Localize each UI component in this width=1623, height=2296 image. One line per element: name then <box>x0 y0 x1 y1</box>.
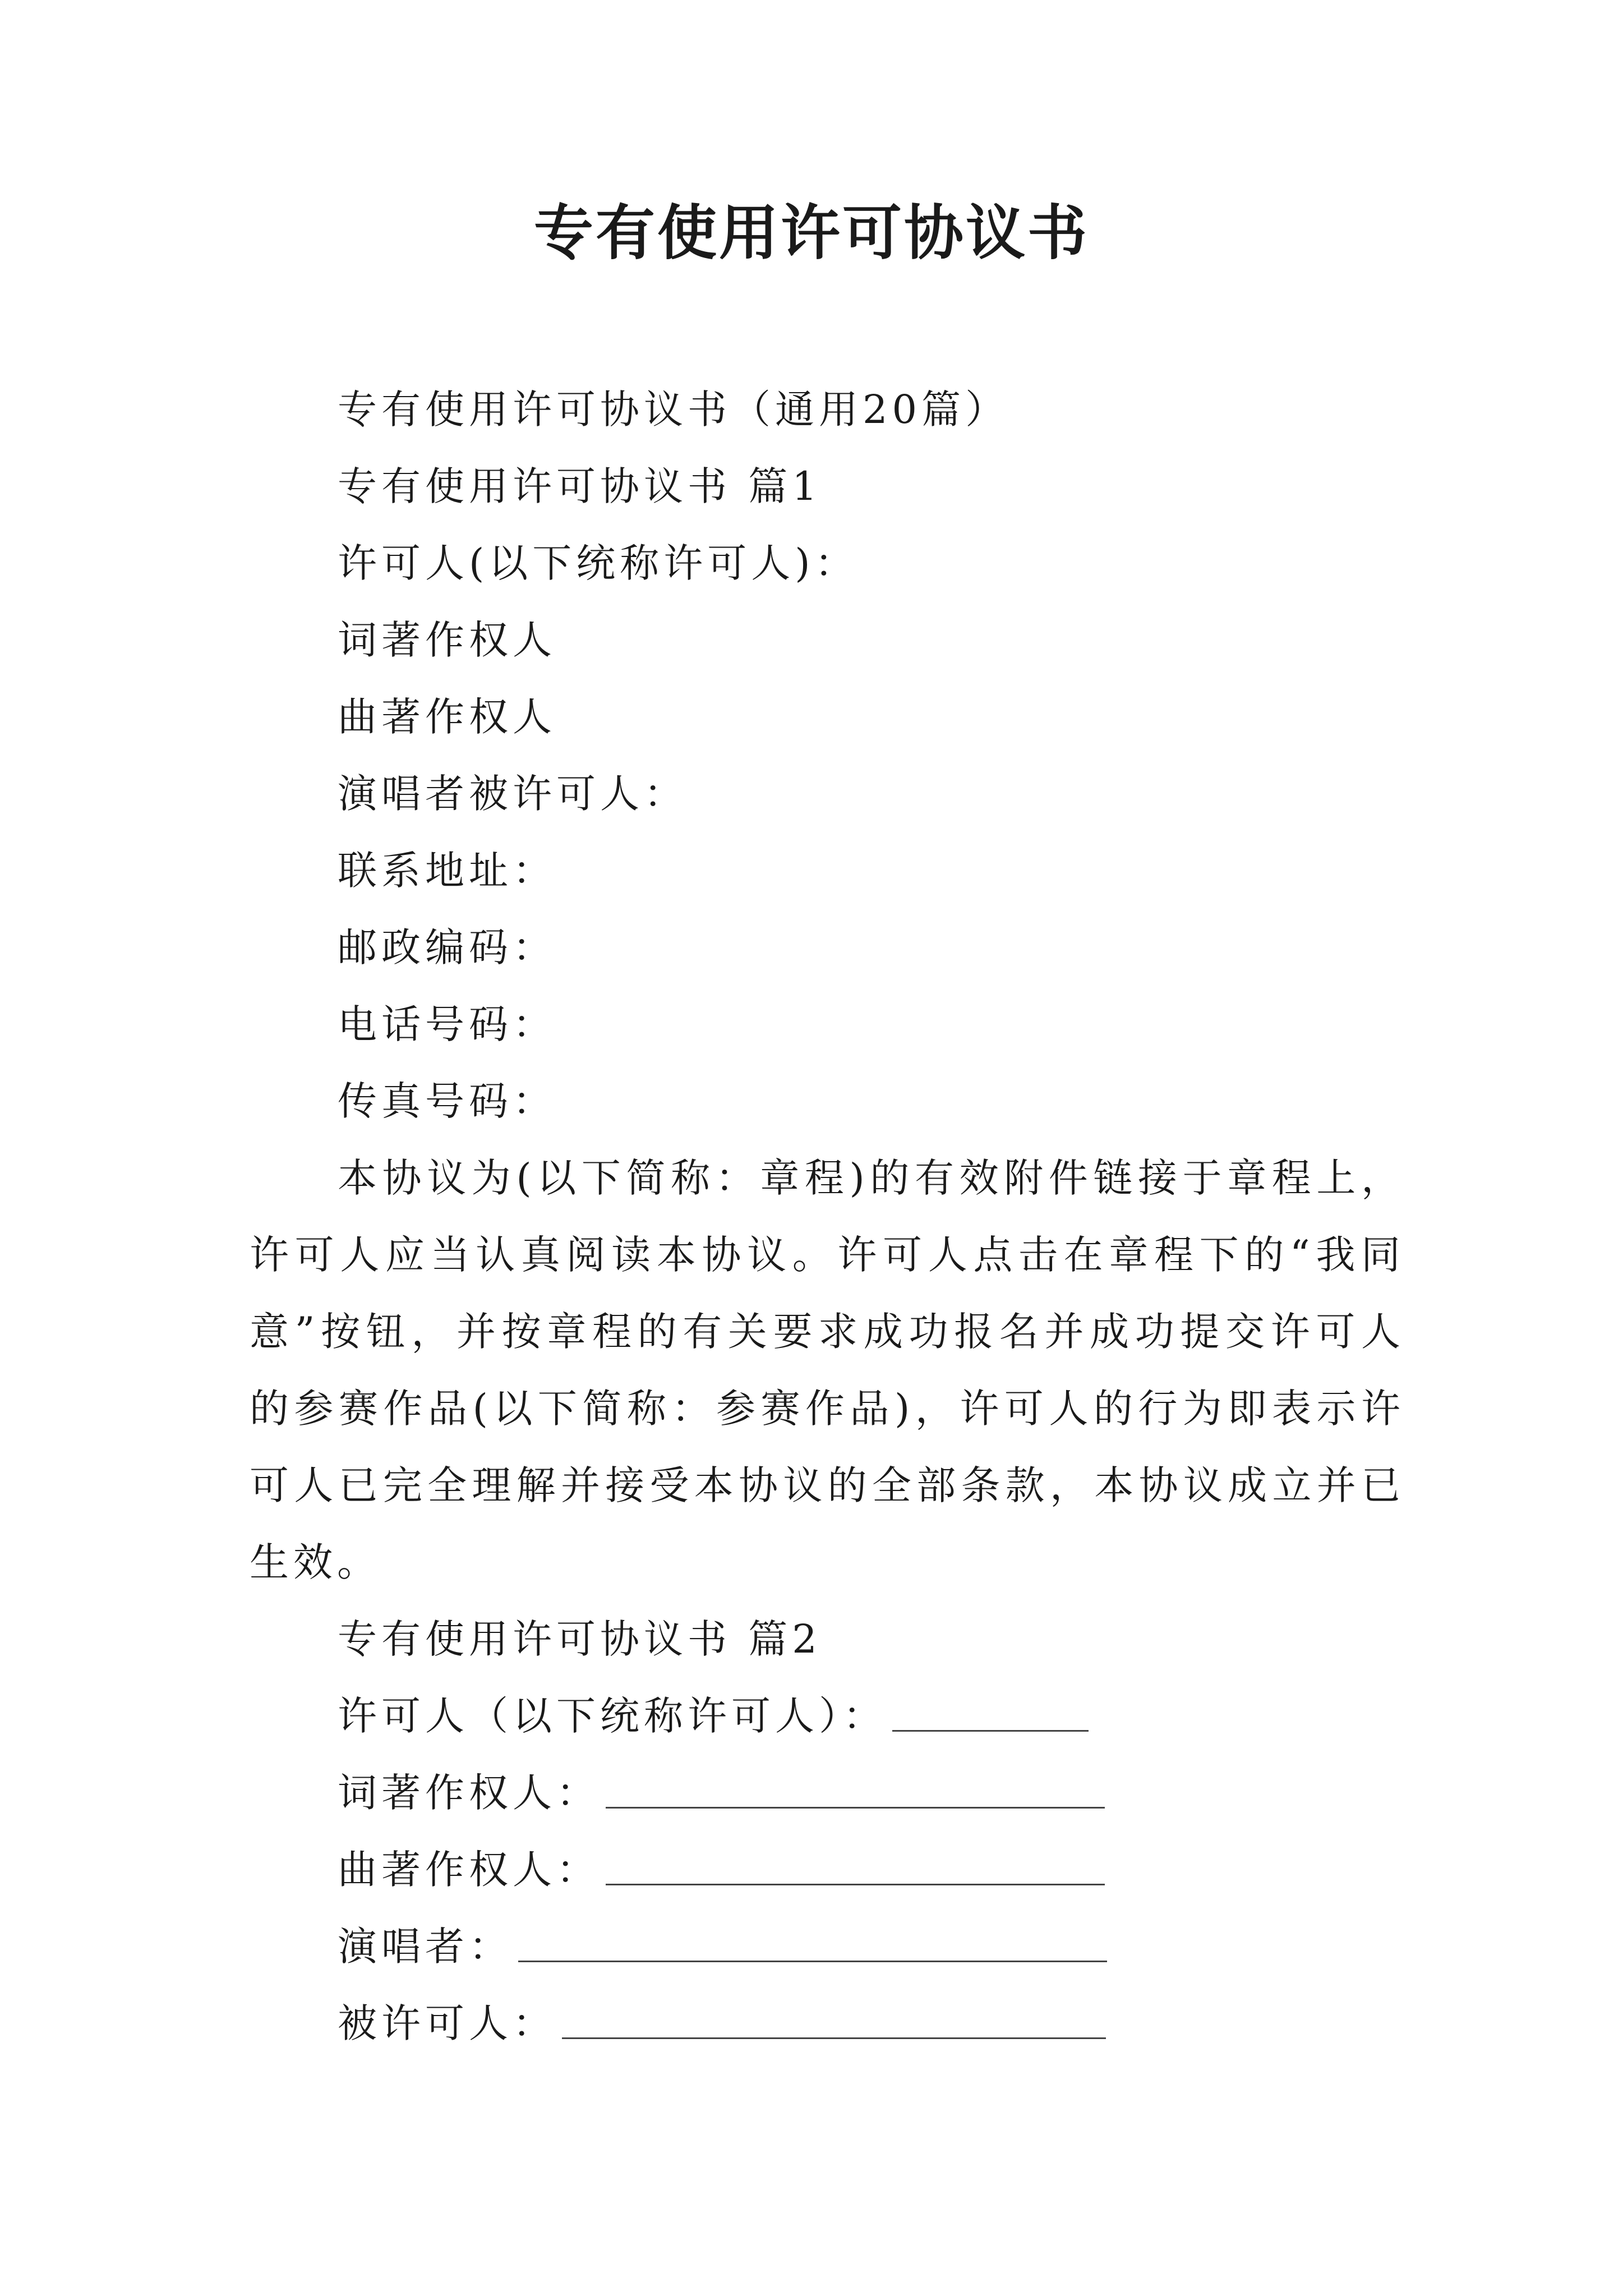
document-title: 专有使用许可协议书 <box>534 197 1089 268</box>
form-field-label: 词著作权人： <box>338 1770 600 1816</box>
document-body <box>250 371 1405 2062</box>
performer-licensee-line: 演唱者被许可人： <box>338 771 688 817</box>
contact-address-line: 联系地址： <box>338 848 556 894</box>
form-field-label: 被许可人： <box>338 2000 556 2046</box>
blank-underline <box>518 1926 1107 1962</box>
blank-underline <box>606 1772 1105 1809</box>
blank-underline <box>606 1849 1105 1885</box>
form-field-lyrics-holder <box>250 1755 1405 1832</box>
phone-number-line: 电话号码： <box>338 1001 556 1047</box>
blank-underline <box>562 2003 1106 2039</box>
section-heading-2: 专有使用许可协议书 篇2 <box>338 1616 822 1662</box>
form-field-performer <box>250 1908 1405 1985</box>
licensor-line: 许可人(以下统称许可人)： <box>338 540 859 586</box>
form-field-label: 曲著作权人： <box>338 1847 600 1893</box>
form-field-label: 演唱者： <box>338 1924 513 1970</box>
form-field-label: 许可人（以下统称许可人）： <box>338 1693 887 1739</box>
form-field-music-holder <box>250 1832 1405 1908</box>
postal-code-line: 邮政编码： <box>338 924 556 970</box>
blank-underline <box>892 1695 1089 1732</box>
form-field-licensee <box>250 1985 1405 2062</box>
fax-number-line: 传真号码： <box>338 1078 556 1124</box>
document-subtitle: 专有使用许可协议书（通用20篇） <box>338 386 1009 432</box>
agreement-paragraph: 本协议为(以下简称：章程)的有效附件链接于章程上，许可人应当认真阅读本协议。许可人点击在章程下的“我同意”按钮，并按章程的有关要求成功报名并成功提交许可人的参赛作品(以下简称：参赛作品)，许可人的行为即表示许可人已完全理解并接受本协议的全部条款，本协议成立并已生效。 <box>250 1155 1405 1585</box>
section-heading-1: 专有使用许可协议书 篇1 <box>338 463 822 509</box>
music-copyright-holder-line: 曲著作权人 <box>338 694 556 740</box>
form-field-licensor <box>250 1678 1405 1755</box>
lyrics-copyright-holder-line: 词著作权人 <box>338 617 556 663</box>
